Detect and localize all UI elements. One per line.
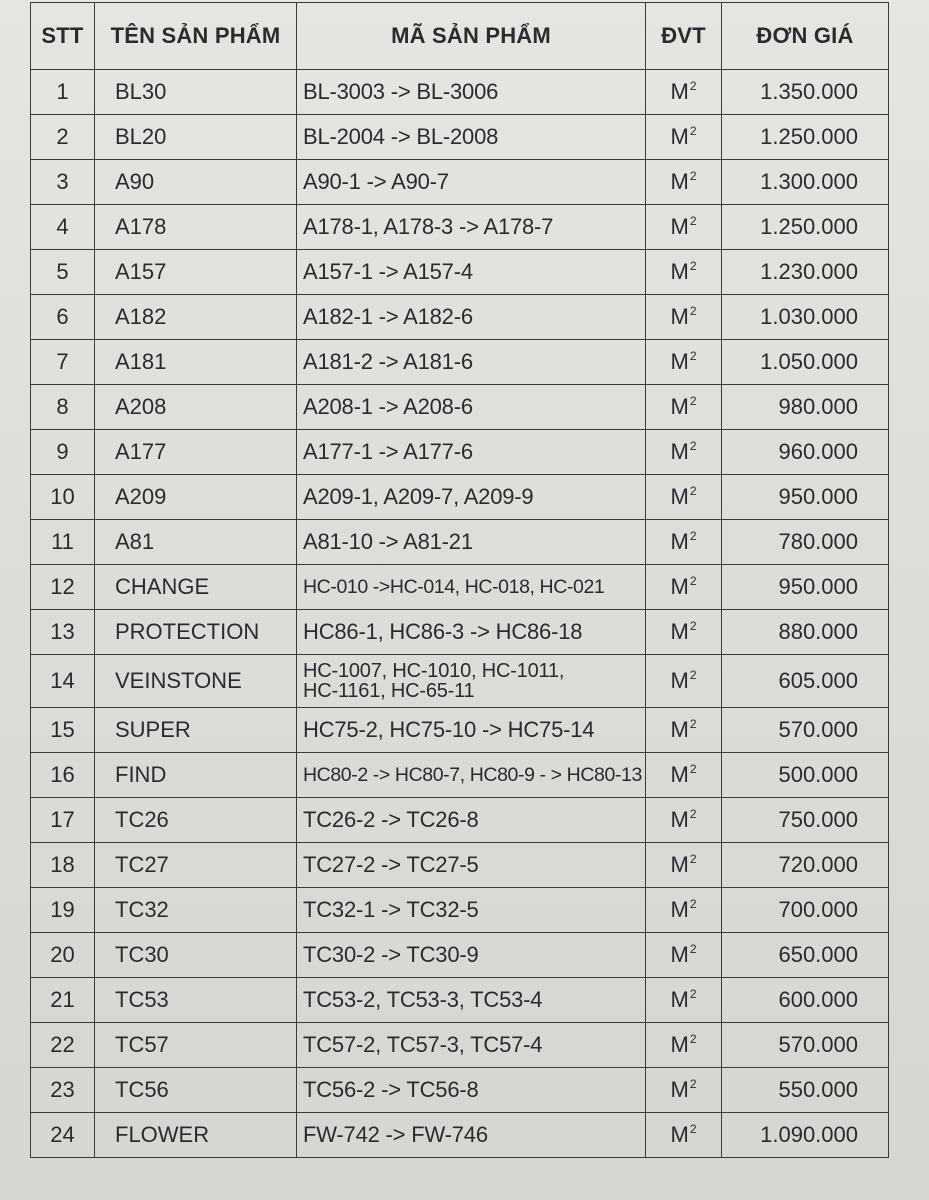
row-unit-price-cell: 1.250.000 [722, 115, 889, 160]
row-stt-cell: 23 [31, 1068, 95, 1113]
row-product-code-cell: TC27-2 -> TC27-5 [297, 843, 646, 888]
row-stt-cell: 1 [31, 70, 95, 115]
row-unit-price-cell: 605.000 [722, 655, 889, 708]
row-stt-cell: 2 [31, 115, 95, 160]
product-code-line-1: HC-1007, HC-1010, HC-1011, [303, 660, 565, 682]
row-product-code-cell: A177-1 -> A177-6 [297, 430, 646, 475]
row-stt-cell: 19 [31, 888, 95, 933]
row-product-name-cell: TC27 [95, 843, 297, 888]
row-stt-cell: 16 [31, 753, 95, 798]
row-unit-cell [646, 978, 722, 1023]
unit-base: M [670, 529, 689, 554]
row-product-code-cell: TC26-2 -> TC26-8 [297, 798, 646, 843]
table-row [31, 385, 889, 430]
unit-base: M [670, 349, 689, 374]
row-unit-cell [646, 753, 722, 798]
table-row [31, 205, 889, 250]
row-unit-price-cell: 550.000 [722, 1068, 889, 1113]
row-unit-cell [646, 295, 722, 340]
unit-base: M [670, 304, 689, 329]
row-unit-cell [646, 888, 722, 933]
unit-exponent: 2 [689, 349, 697, 363]
row-unit-cell [646, 160, 722, 205]
header-unit-price: ĐƠN GIÁ [722, 3, 889, 70]
table-row [31, 565, 889, 610]
row-stt-cell: 3 [31, 160, 95, 205]
header-row [31, 3, 889, 70]
row-product-code-cell: BL-2004 -> BL-2008 [297, 115, 646, 160]
header-stt: STT [31, 3, 95, 70]
unit-exponent: 2 [689, 394, 697, 408]
row-product-code-cell: TC57-2, TC57-3, TC57-4 [297, 1023, 646, 1068]
price-table [30, 2, 889, 1158]
row-unit-cell [646, 1113, 722, 1158]
table-row [31, 70, 889, 115]
row-stt-cell: 21 [31, 978, 95, 1023]
row-product-code-cell: A157-1 -> A157-4 [297, 250, 646, 295]
unit-base: M [670, 807, 689, 832]
row-product-code-cell: A90-1 -> A90-7 [297, 160, 646, 205]
unit-base: M [670, 574, 689, 599]
unit-base: M [670, 484, 689, 509]
row-product-code-cell: BL-3003 -> BL-3006 [297, 70, 646, 115]
unit-exponent: 2 [689, 214, 697, 228]
row-product-code-cell: TC32-1 -> TC32-5 [297, 888, 646, 933]
table-row [31, 655, 889, 708]
unit-base: M [670, 1077, 689, 1102]
row-stt-cell: 18 [31, 843, 95, 888]
row-unit-price-cell: 570.000 [722, 1023, 889, 1068]
row-stt-cell: 5 [31, 250, 95, 295]
row-unit-cell [646, 1068, 722, 1113]
unit-exponent: 2 [689, 1122, 697, 1136]
header-product-code: MÃ SẢN PHẨM [297, 3, 646, 70]
row-unit-price-cell: 950.000 [722, 565, 889, 610]
row-product-name-cell: A182 [95, 295, 297, 340]
unit-base: M [670, 124, 689, 149]
row-product-name-cell: BL20 [95, 115, 297, 160]
row-unit-price-cell: 960.000 [722, 430, 889, 475]
row-unit-price-cell: 1.250.000 [722, 205, 889, 250]
unit-exponent: 2 [689, 807, 697, 821]
row-product-code-cell: FW-742 -> FW-746 [297, 1113, 646, 1158]
unit-exponent: 2 [689, 619, 697, 633]
table-row [31, 888, 889, 933]
unit-exponent: 2 [689, 987, 697, 1001]
row-stt-cell: 11 [31, 520, 95, 565]
table-row [31, 115, 889, 160]
row-product-code-cell: HC75-2, HC75-10 -> HC75-14 [297, 708, 646, 753]
unit-exponent: 2 [689, 717, 697, 731]
unit-base: M [670, 1032, 689, 1057]
row-unit-price-cell: 720.000 [722, 843, 889, 888]
unit-exponent: 2 [689, 1077, 697, 1091]
table-row [31, 708, 889, 753]
row-stt-cell: 8 [31, 385, 95, 430]
product-code-line-2: HC-1161, HC-65-11 [303, 680, 475, 702]
unit-exponent: 2 [689, 668, 697, 682]
row-unit-cell [646, 933, 722, 978]
row-product-code-cell: HC86-1, HC86-3 -> HC86-18 [297, 610, 646, 655]
table-row [31, 160, 889, 205]
row-product-code-cell: A209-1, A209-7, A209-9 [297, 475, 646, 520]
row-unit-price-cell: 570.000 [722, 708, 889, 753]
table-row [31, 430, 889, 475]
row-unit-cell [646, 610, 722, 655]
row-product-name-cell: TC57 [95, 1023, 297, 1068]
row-product-code-cell: TC53-2, TC53-3, TC53-4 [297, 978, 646, 1023]
unit-exponent: 2 [689, 1032, 697, 1046]
unit-base: M [670, 169, 689, 194]
unit-base: M [670, 987, 689, 1012]
row-product-code-cell: A81-10 -> A81-21 [297, 520, 646, 565]
row-stt-cell: 6 [31, 295, 95, 340]
row-unit-price-cell: 600.000 [722, 978, 889, 1023]
unit-base: M [670, 717, 689, 742]
table-row [31, 475, 889, 520]
row-product-code-cell: HC80-2 -> HC80-7, HC80-9 - > HC80-13 [297, 753, 646, 798]
unit-base: M [670, 439, 689, 464]
row-unit-cell [646, 430, 722, 475]
row-unit-price-cell: 1.050.000 [722, 340, 889, 385]
row-unit-cell [646, 340, 722, 385]
unit-exponent: 2 [689, 529, 697, 543]
unit-base: M [670, 1122, 689, 1147]
row-unit-price-cell: 1.030.000 [722, 295, 889, 340]
row-stt-cell: 7 [31, 340, 95, 385]
row-unit-price-cell: 500.000 [722, 753, 889, 798]
row-unit-cell [646, 250, 722, 295]
row-unit-price-cell: 1.300.000 [722, 160, 889, 205]
row-stt-cell: 22 [31, 1023, 95, 1068]
row-unit-cell [646, 385, 722, 430]
row-unit-cell [646, 708, 722, 753]
row-unit-price-cell: 650.000 [722, 933, 889, 978]
row-unit-price-cell: 1.230.000 [722, 250, 889, 295]
row-stt-cell: 12 [31, 565, 95, 610]
row-unit-price-cell: 780.000 [722, 520, 889, 565]
unit-exponent: 2 [689, 897, 697, 911]
row-product-name-cell: TC26 [95, 798, 297, 843]
row-unit-cell [646, 1023, 722, 1068]
table-header [31, 3, 889, 70]
row-unit-cell [646, 70, 722, 115]
row-product-code-cell: TC56-2 -> TC56-8 [297, 1068, 646, 1113]
unit-base: M [670, 762, 689, 787]
table-row [31, 1068, 889, 1113]
table-row [31, 610, 889, 655]
row-stt-cell: 14 [31, 655, 95, 708]
table-row [31, 250, 889, 295]
row-product-name-cell: CHANGE [95, 565, 297, 610]
unit-base: M [670, 852, 689, 877]
row-product-name-cell: FIND [95, 753, 297, 798]
row-stt-cell: 17 [31, 798, 95, 843]
row-product-code-cell: A178-1, A178-3 -> A178-7 [297, 205, 646, 250]
row-product-name-cell: A157 [95, 250, 297, 295]
row-unit-cell [646, 565, 722, 610]
row-unit-cell [646, 520, 722, 565]
row-product-name-cell: A208 [95, 385, 297, 430]
unit-base: M [670, 897, 689, 922]
row-product-name-cell: A90 [95, 160, 297, 205]
row-product-name-cell: TC56 [95, 1068, 297, 1113]
table-row [31, 798, 889, 843]
unit-base: M [670, 394, 689, 419]
row-product-code-cell [297, 655, 646, 708]
table-body [31, 70, 889, 1158]
unit-exponent: 2 [689, 124, 697, 138]
row-unit-price-cell: 750.000 [722, 798, 889, 843]
row-stt-cell: 15 [31, 708, 95, 753]
row-product-name-cell: SUPER [95, 708, 297, 753]
row-product-name-cell: FLOWER [95, 1113, 297, 1158]
unit-base: M [670, 619, 689, 644]
row-stt-cell: 4 [31, 205, 95, 250]
row-stt-cell: 20 [31, 933, 95, 978]
row-stt-cell: 10 [31, 475, 95, 520]
row-product-name-cell: TC30 [95, 933, 297, 978]
table-row [31, 843, 889, 888]
row-product-code-cell: TC30-2 -> TC30-9 [297, 933, 646, 978]
unit-base: M [670, 668, 689, 693]
table-row [31, 978, 889, 1023]
unit-exponent: 2 [689, 484, 697, 498]
table-row [31, 933, 889, 978]
header-product-name: TÊN SẢN PHẨM [95, 3, 297, 70]
unit-exponent: 2 [689, 304, 697, 318]
row-unit-cell [646, 843, 722, 888]
unit-base: M [670, 259, 689, 284]
row-unit-price-cell: 880.000 [722, 610, 889, 655]
row-product-code-cell: HC-010 ->HC-014, HC-018, HC-021 [297, 565, 646, 610]
row-product-name-cell: TC53 [95, 978, 297, 1023]
row-product-name-cell: VEINSTONE [95, 655, 297, 708]
row-unit-cell [646, 475, 722, 520]
row-product-code-cell: A208-1 -> A208-6 [297, 385, 646, 430]
unit-exponent: 2 [689, 259, 697, 273]
row-product-name-cell: PROTECTION [95, 610, 297, 655]
row-product-name-cell: BL30 [95, 70, 297, 115]
unit-base: M [670, 79, 689, 104]
table-row [31, 295, 889, 340]
row-product-name-cell: A209 [95, 475, 297, 520]
unit-exponent: 2 [689, 169, 697, 183]
table-row [31, 753, 889, 798]
table-row [31, 340, 889, 385]
row-product-name-cell: TC32 [95, 888, 297, 933]
header-unit: ĐVT [646, 3, 722, 70]
row-product-name-cell: A181 [95, 340, 297, 385]
unit-exponent: 2 [689, 852, 697, 866]
row-product-name-cell: A81 [95, 520, 297, 565]
table-row [31, 520, 889, 565]
unit-exponent: 2 [689, 439, 697, 453]
unit-exponent: 2 [689, 79, 697, 93]
unit-exponent: 2 [689, 942, 697, 956]
row-stt-cell: 9 [31, 430, 95, 475]
unit-exponent: 2 [689, 574, 697, 588]
row-unit-price-cell: 1.350.000 [722, 70, 889, 115]
row-unit-price-cell: 950.000 [722, 475, 889, 520]
row-unit-price-cell: 1.090.000 [722, 1113, 889, 1158]
row-stt-cell: 13 [31, 610, 95, 655]
row-product-code-cell: A181-2 -> A181-6 [297, 340, 646, 385]
row-unit-price-cell: 980.000 [722, 385, 889, 430]
table-row [31, 1113, 889, 1158]
row-unit-cell [646, 655, 722, 708]
row-unit-cell [646, 798, 722, 843]
unit-exponent: 2 [689, 762, 697, 776]
unit-base: M [670, 942, 689, 967]
row-stt-cell: 24 [31, 1113, 95, 1158]
unit-base: M [670, 214, 689, 239]
table-row [31, 1023, 889, 1068]
row-product-name-cell: A178 [95, 205, 297, 250]
row-unit-cell [646, 115, 722, 160]
row-product-name-cell: A177 [95, 430, 297, 475]
row-product-code-cell: A182-1 -> A182-6 [297, 295, 646, 340]
row-unit-price-cell: 700.000 [722, 888, 889, 933]
row-unit-cell [646, 205, 722, 250]
